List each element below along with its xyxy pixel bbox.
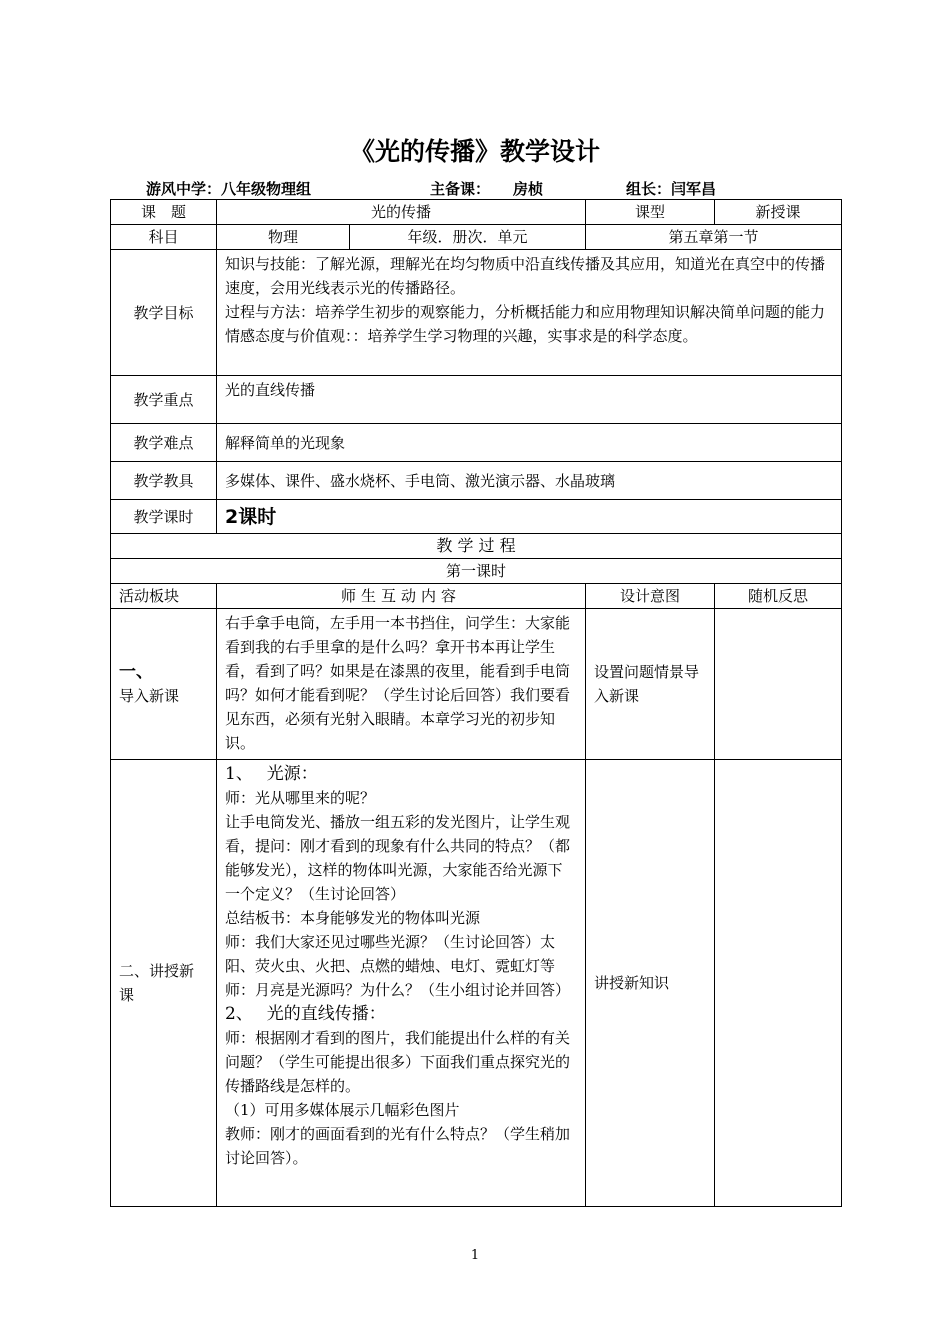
preparer-name: 房桢: [513, 180, 544, 198]
intro-block: [111, 609, 217, 760]
new-block-name: 二、讲授新课: [111, 760, 217, 1207]
lesson-plan-table: [110, 199, 842, 1207]
process-heading: 教 学 过 程: [111, 534, 842, 559]
col-header-block: 活动板块: [111, 584, 217, 609]
label-tools: 教学教具: [111, 462, 217, 500]
row-new-lesson: [111, 760, 842, 1207]
intro-block-name: 导入新课: [119, 687, 180, 705]
lesson-heading: 第一课时: [111, 559, 842, 584]
page-number: 1: [470, 1248, 480, 1263]
paragraph: 师：我们大家还见过哪些光源？（生讨论回答）太阳、荧火虫、火把、点燃的蜡烛、电灯、霓虹灯等: [225, 933, 556, 975]
row-difficulty: [111, 424, 842, 462]
difficulty-value: 解释简单的光现象: [217, 424, 842, 462]
label-goals: 教学目标: [111, 250, 217, 376]
label-focus: 教学重点: [111, 376, 217, 424]
row-column-headers: [111, 584, 842, 609]
row-focus: [111, 376, 842, 424]
paragraph: 教师：刚才的画面看到的光有什么特点？（学生稍加讨论回答）。: [225, 1125, 571, 1167]
goal-knowledge: 知识与技能：了解光源，理解光在均匀物质中沿直线传播及其应用，知道光在真空中的传播速度，会用光线表示光的传播路径。: [225, 255, 826, 297]
new-reflection: [715, 760, 842, 1207]
paragraph: 师：光从哪里来的呢？: [225, 789, 376, 807]
lesson-type-value: 新授课: [715, 200, 842, 225]
col-header-content: 师生互动内容: [217, 584, 586, 609]
row-topic: [111, 200, 842, 225]
tools-value: 多媒体、课件、盛水烧杯、手电筒、激光演示器、水晶玻璃: [217, 462, 842, 500]
goal-process: 过程与方法：培养学生初步的观察能力，分析概括能力和应用物理知识解决简单问题的能力: [225, 303, 826, 321]
row-hours: [111, 500, 842, 534]
paragraph: 师：月亮是光源吗？为什么？（生小组讨论并回答）: [225, 981, 571, 999]
new-intent: 讲授新知识: [586, 760, 715, 1207]
col-header-intent: 设计意图: [586, 584, 715, 609]
goals-content: [217, 250, 842, 376]
col-header-reflection: 随机反思: [715, 584, 842, 609]
paragraph: 让手电筒发光、播放一组五彩的发光图片，让学生观看，提问：刚才看到的现象有什么共同的特点？（都能够发光），这样的物体叫光源，大家能否给光源下一个定义？（生讨论回答）: [225, 813, 571, 903]
label-topic: 课 题: [111, 200, 217, 225]
topic-value: 光的传播: [217, 200, 586, 225]
row-intro: [111, 609, 842, 760]
goal-attitude: 情感态度与价值观：：培养学生学习物理的兴趣，实事求是的科学态度。: [225, 327, 698, 345]
hours-value: 2课时: [217, 500, 842, 534]
grade-unit-value: 第五章第一节: [586, 225, 842, 250]
row-goals: [111, 250, 842, 376]
subject-value: 物理: [217, 225, 350, 250]
row-lesson-heading: [111, 559, 842, 584]
school-group: 游风中学：八年级物理组: [146, 180, 312, 198]
section-heading-straight-line: 2、 光的直线传播：: [225, 1004, 386, 1024]
focus-value: 光的直线传播: [217, 376, 842, 424]
intro-content: 右手拿手电筒，左手用一本书挡住，问学生：大家能看到我的右手里拿的是什么吗？拿开书本再让学生看，看到了吗？如果是在漆黑的夜里，能看到手电筒吗？如何才能看到呢？（学生讨论后回答）我们要看见东西，必须有光射入眼睛。本章学习光的初步知识。: [217, 609, 586, 760]
new-content: [217, 760, 586, 1207]
label-hours: 教学课时: [111, 500, 217, 534]
paragraph: 师：根据刚才看到的图片，我们能提出什么样的有关问题？（学生可能提出很多）下面我们重点探究光的传播路线是怎样的。: [225, 1029, 571, 1095]
intro-intent: 设置问题情景导入新课: [586, 609, 715, 760]
label-grade-unit: 年级．册次．单元: [350, 225, 586, 250]
row-subject: [111, 225, 842, 250]
section-heading-light-source: 1、 光源：: [225, 764, 318, 784]
label-difficulty: 教学难点: [111, 424, 217, 462]
paragraph: 总结板书：本身能够发光的物体叫光源: [225, 909, 481, 927]
intro-reflection: [715, 609, 842, 760]
document-title: 《光的传播》教学设计: [349, 137, 600, 166]
group-leader: 组长：闫军昌: [626, 180, 717, 198]
paragraph: （1）可用多媒体展示几幅彩色图片: [225, 1101, 460, 1119]
row-tools: [111, 462, 842, 500]
label-lesson-type: 课型: [586, 200, 715, 225]
intro-block-number: 一、: [119, 662, 153, 682]
preparer-label: 主备课：: [430, 180, 491, 198]
row-process-heading: [111, 534, 842, 559]
label-subject: 科目: [111, 225, 217, 250]
